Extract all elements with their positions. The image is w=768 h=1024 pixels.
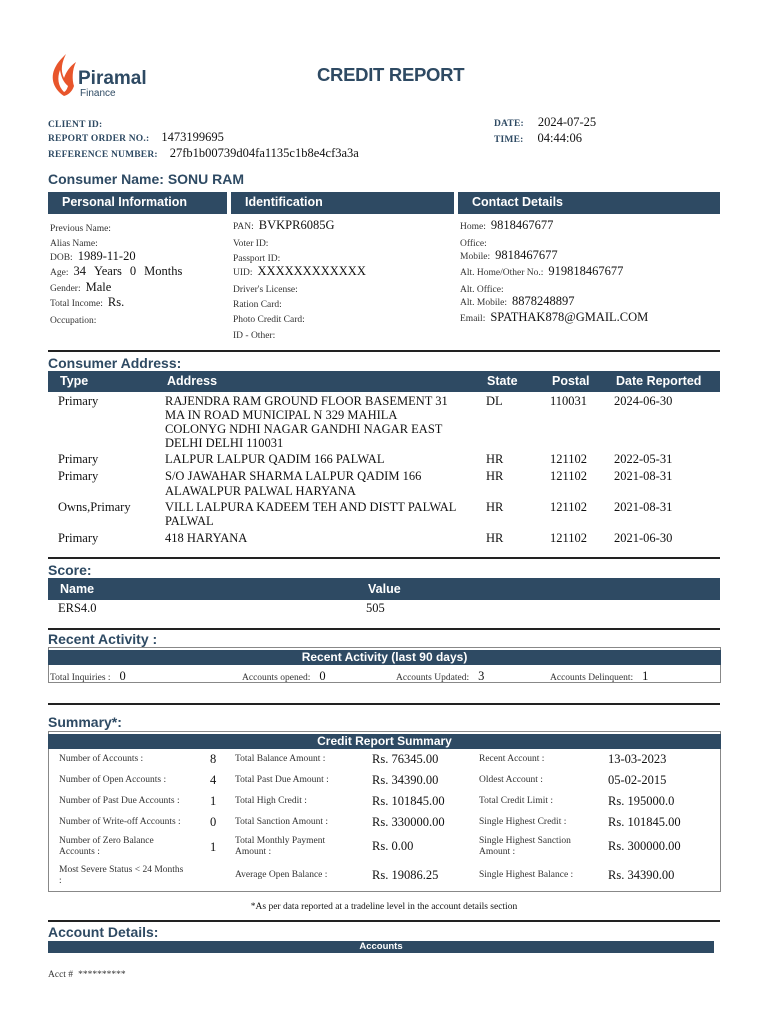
address-type: Owns,Primary [58, 500, 131, 514]
address-state: HR [486, 452, 504, 466]
address-line: LALPUR LALPUR QADIM 166 PALWAL [165, 452, 385, 466]
summary-label: Oldest Account : [479, 775, 543, 785]
summary-label: Total High Credit : [235, 796, 307, 806]
updated-value: 3 [478, 669, 485, 683]
summary-label: Amount : [235, 847, 272, 857]
summary-label: Average Open Balance : [235, 870, 328, 880]
alt-home-phone: 919818467677 [548, 264, 624, 278]
summary-label: Number of Write-off Accounts : [59, 817, 181, 827]
date-label: DATE: [494, 119, 524, 129]
alt-mobile-phone: 8878248897 [511, 294, 575, 308]
alt-mobile-label: Alt. Mobile: [460, 298, 507, 308]
summary-value: Rs. 19086.25 [372, 868, 439, 882]
time-label: TIME: [494, 135, 524, 145]
personal-info-header: Personal Information [48, 192, 227, 214]
score-col-value: Value [368, 582, 401, 596]
report-order: 1473199695 [161, 130, 224, 144]
pan-label: PAN: [233, 222, 254, 232]
address-type: Primary [58, 394, 99, 408]
reference-label: REFERENCE NUMBER: [48, 150, 158, 160]
summary-value: 4 [210, 773, 217, 787]
summary-title: Summary*: [48, 714, 122, 730]
address-line: ALAWALPUR PALWAL HARYANA [165, 484, 356, 498]
address-date: 2021-08-31 [614, 500, 673, 514]
email-label: Email: [460, 314, 486, 324]
summary-value: Rs. 76345.00 [372, 752, 439, 766]
recent-activity-title: Recent Activity : [48, 631, 158, 647]
email-value: SPATHAK878@GMAIL.COM [490, 310, 649, 324]
accounts-header: Accounts [48, 941, 714, 953]
drivers-license-label: Driver's License: [233, 285, 298, 295]
occupation-label: Occupation: [50, 316, 97, 326]
address-type: Primary [58, 531, 99, 545]
summary-label: Total Balance Amount : [235, 754, 326, 764]
address-postal: 121102 [550, 469, 588, 483]
summary-value: Rs. 101845.00 [372, 794, 445, 808]
address-date: 2021-06-30 [614, 531, 673, 545]
summary-label: Number of Accounts : [59, 754, 144, 764]
age-months: 0 [129, 264, 137, 278]
summary-value: Rs. 34390.00 [372, 773, 439, 787]
piramal-flame-icon [48, 52, 80, 98]
inquiries-value: 0 [119, 669, 126, 683]
address-date: 2021-08-31 [614, 469, 673, 483]
pan-value: BVKPR6085G [258, 218, 335, 232]
previous-name-label: Previous Name: [50, 224, 111, 234]
summary-label: Single Highest Sanction [479, 836, 571, 846]
office-label: Office: [460, 239, 487, 249]
ration-card-label: Ration Card: [233, 300, 282, 310]
home-phone: 9818467677 [490, 218, 554, 232]
summary-label: Recent Account : [479, 754, 545, 764]
alt-office-label: Alt. Office: [460, 285, 504, 295]
summary-value: Rs. 330000.00 [372, 815, 445, 829]
id-other-label: ID - Other: [233, 331, 276, 341]
summary-value: Rs. 195000.0 [608, 794, 675, 808]
years-word: Years [93, 264, 122, 278]
score-title: Score: [48, 562, 92, 578]
identification-header: Identification [231, 192, 454, 214]
summary-label: Total Monthly Payment [235, 836, 326, 846]
summary-value: 0 [210, 815, 217, 829]
home-label: Home: [460, 222, 486, 232]
reference-number: 27fb1b00739d04fa1135c1b8e4cf3a3a [169, 146, 359, 160]
address-state: HR [486, 469, 504, 483]
summary-value: 13-03-2023 [608, 752, 667, 766]
summary-label: Number of Open Accounts : [59, 775, 167, 785]
summary-value: 05-02-2015 [608, 773, 667, 787]
address-line: S/O JAWAHAR SHARMA LALPUR QADIM 166 [165, 469, 422, 483]
delinquent-label: Accounts Delinquent: [550, 673, 634, 683]
summary-footnote: *As per data reported at a tradeline level in the account details section [250, 902, 518, 912]
contact-details-header: Contact Details [458, 192, 720, 214]
divider [48, 628, 720, 630]
summary-label: Amount : [479, 847, 516, 857]
alias-name-label: Alias Name: [50, 239, 98, 249]
summary-value: Rs. 300000.00 [608, 839, 681, 853]
client-id-label: CLIENT ID: [48, 120, 103, 130]
summary-value: 8 [210, 752, 217, 766]
summary-value: Rs. 34390.00 [608, 868, 675, 882]
summary-value: Rs. 0.00 [372, 839, 414, 853]
alt-home-label: Alt. Home/Other No.: [460, 268, 544, 278]
address-line: RAJENDRA RAM GROUND FLOOR BASEMENT 31 [165, 394, 448, 408]
score-name: ERS4.0 [58, 601, 97, 615]
passport-id-label: Passport ID: [233, 254, 281, 264]
logo-sub: Finance [80, 88, 116, 99]
uid-label: UID: [233, 268, 253, 278]
gender-value: Male [85, 280, 112, 294]
gender-label: Gender: [50, 284, 81, 294]
months-word: Months [144, 264, 183, 278]
address-postal: 110031 [550, 394, 588, 408]
summary-label: Number of Zero Balance [59, 836, 154, 846]
address-line: PALWAL [165, 514, 214, 528]
mobile-label: Mobile: [460, 252, 491, 262]
address-postal: 121102 [550, 531, 588, 545]
address-line: 418 HARYANA [165, 531, 248, 545]
divider [48, 557, 720, 559]
summary-value: 1 [210, 794, 217, 808]
acct-label: Acct # [48, 970, 74, 980]
report-order-label: REPORT ORDER NO.: [48, 134, 150, 144]
age-label: Age: [50, 268, 69, 278]
delinquent-value: 1 [642, 669, 649, 683]
dob-value: 1989-11-20 [77, 249, 136, 263]
summary-label: Number of Past Due Accounts : [59, 796, 180, 806]
address-col-state: State [487, 374, 518, 388]
divider [48, 920, 720, 922]
address-date: 2022-05-31 [614, 452, 673, 466]
summary-label: Single Highest Balance : [479, 870, 574, 880]
summary-label: Most Severe Status < 24 Months [59, 865, 184, 875]
score-col-name: Name [60, 582, 95, 596]
report-time: 04:44:06 [537, 131, 582, 145]
address-line: COLONYG NDHI NAGAR GANDHI NAGAR EAST [165, 422, 443, 436]
address-line: VILL LALPURA KADEEM TEH AND DISTT PALWAL [165, 500, 457, 514]
acct-number: ********** [78, 970, 126, 980]
divider [48, 703, 720, 705]
summary-label: Total Credit Limit : [479, 796, 554, 806]
recent-activity-header: Recent Activity (last 90 days) [48, 650, 721, 665]
address-state: DL [486, 394, 503, 408]
divider [48, 350, 720, 352]
address-col-type: Type [60, 374, 89, 388]
address-line: MA IN ROAD MUNICIPAL N 329 MAHILA [165, 408, 398, 422]
address-type: Primary [58, 469, 99, 483]
summary-label: : [59, 876, 62, 886]
income-label: Total Income: [50, 299, 103, 309]
address-date: 2024-06-30 [614, 394, 673, 408]
consumer-address-title: Consumer Address: [48, 355, 182, 371]
logo-name: Piramal [78, 68, 147, 89]
address-col-address: Address [167, 374, 218, 388]
address-col-postal: Postal [552, 374, 590, 388]
address-state: HR [486, 500, 504, 514]
report-date: 2024-07-25 [537, 115, 597, 129]
summary-label: Single Highest Credit : [479, 817, 567, 827]
updated-label: Accounts Updated: [396, 673, 470, 683]
account-details-title: Account Details: [48, 924, 159, 940]
consumer-name-label: Consumer Name: [48, 171, 164, 187]
summary-label: Total Sanction Amount : [235, 817, 329, 827]
score-value: 505 [366, 601, 385, 615]
dob-label: DOB: [50, 253, 73, 263]
voter-id-label: Voter ID: [233, 239, 269, 249]
logo [48, 52, 158, 100]
mobile-phone: 9818467677 [495, 248, 558, 262]
address-line: DELHI DELHI 110031 [165, 436, 284, 450]
uid-value: XXXXXXXXXXXX [257, 264, 366, 278]
address-type: Primary [58, 452, 99, 466]
address-state: HR [486, 531, 504, 545]
summary-value: 1 [210, 840, 217, 854]
address-col-date: Date Reported [616, 374, 702, 388]
age-years: 34 [73, 264, 86, 278]
summary-value: Rs. 101845.00 [608, 815, 681, 829]
summary-label: Accounts : [59, 847, 100, 857]
opened-value: 0 [319, 669, 326, 683]
opened-label: Accounts opened: [242, 673, 311, 683]
summary-header: Credit Report Summary [48, 734, 721, 749]
income-value: Rs. [107, 295, 125, 309]
address-postal: 121102 [550, 500, 588, 514]
inquiries-label: Total Inquiries : [50, 673, 111, 683]
photo-credit-card-label: Photo Credit Card: [233, 315, 305, 325]
address-postal: 121102 [550, 452, 588, 466]
consumer-name: SONU RAM [167, 171, 245, 187]
summary-label: Total Past Due Amount : [235, 775, 329, 785]
page-title: CREDIT REPORT [317, 64, 465, 85]
